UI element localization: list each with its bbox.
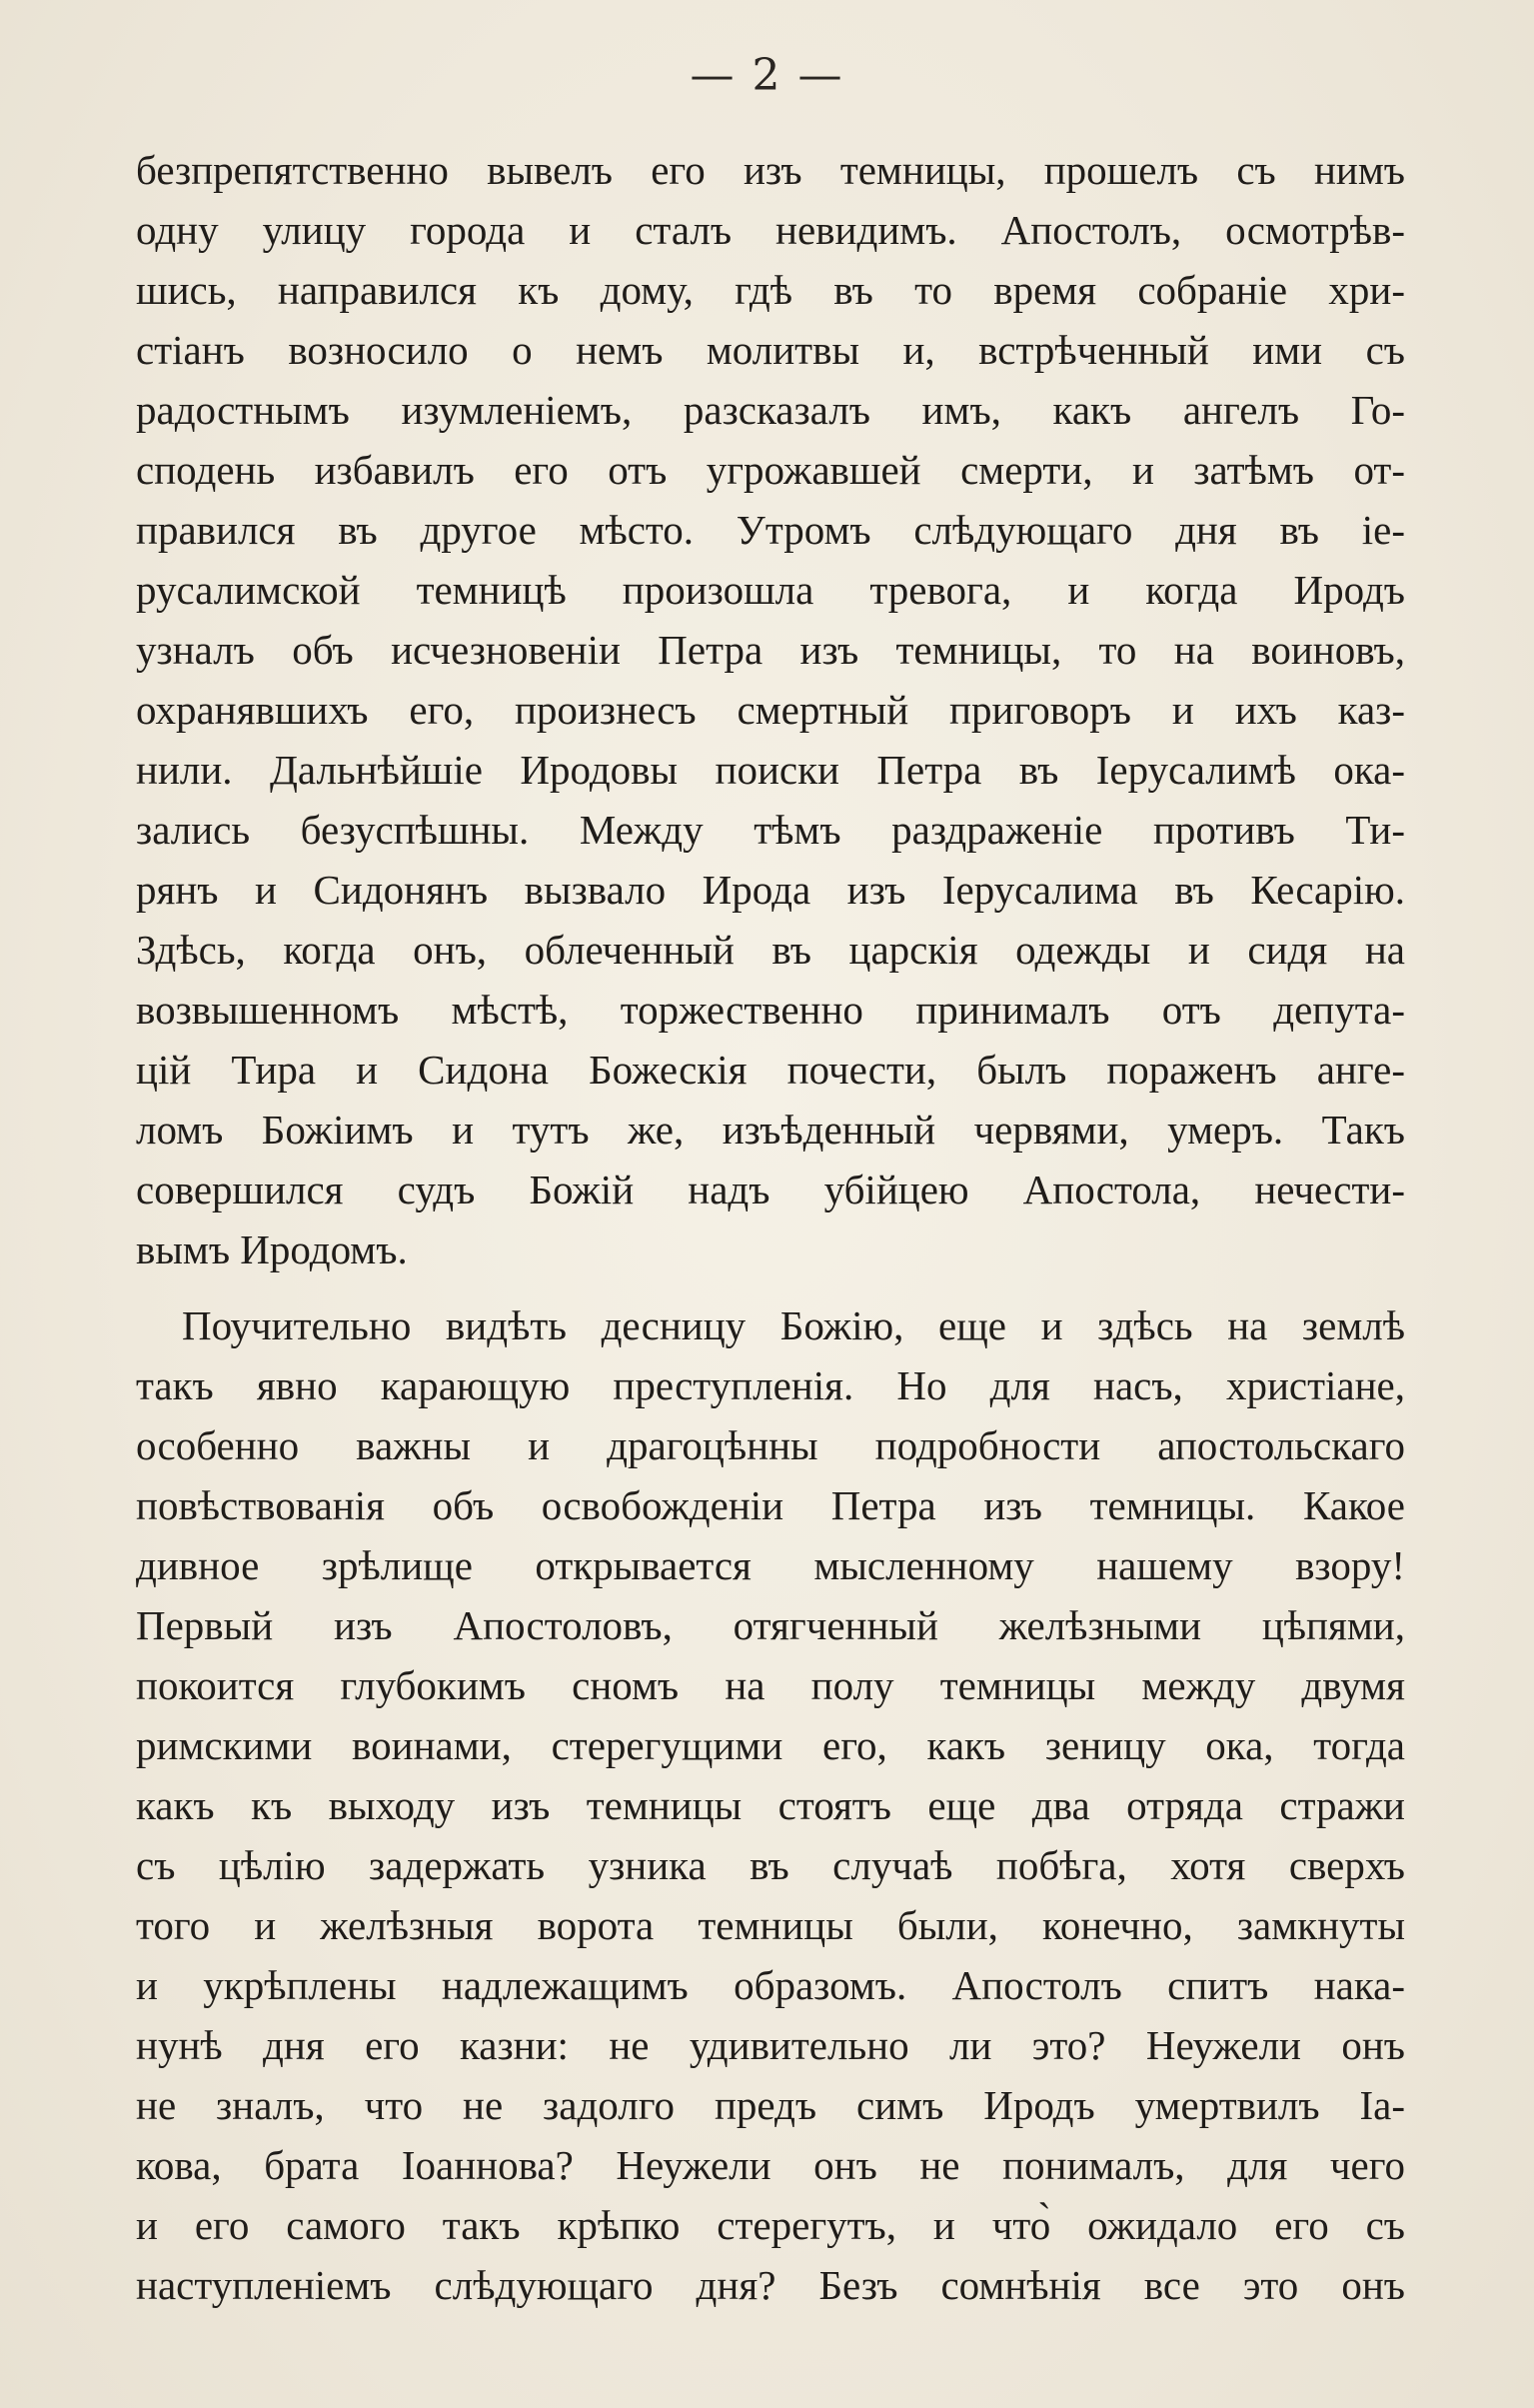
text-line: кова, брата Іоаннова? Неужели онъ не понималъ, для чего [136,2142,1405,2188]
text-line: одну улицу города и сталъ невидимъ. Апостолъ, осмотрѣв- [136,207,1405,253]
text-line: радостнымъ изумленіемъ, разсказалъ имъ, какъ ангелъ Го- [136,387,1405,433]
text-line: сподень избавилъ его отъ угрожавшей смерти, и затѣмъ от- [136,447,1405,493]
page-number: — 2 — [690,50,844,101]
text-line: и укрѣплены надлежащимъ образомъ. Апостолъ спитъ нака- [136,1962,1405,2008]
body-text [136,140,1405,2315]
text-line: русалимской темницѣ произошла тревога, и когда Иродъ [136,567,1405,613]
text-line: Поучительно видѣть десницу Божію, еще и здѣсь на землѣ [182,1302,1405,1348]
text-line: вымъ Иродомъ. [136,1226,408,1272]
text-line: съ цѣлію задержать узника въ случаѣ побѣга, хотя сверхъ [136,1842,1405,1888]
text-line: нили. Дальнѣйшіе Иродовы поиски Петра въ Іерусалимѣ ока- [136,747,1405,793]
text-line: рянъ и Сидонянъ вызвало Ирода изъ Іерусалима въ Кесарію. [136,867,1405,913]
text-line: дивное зрѣлище открывается мысленному нашему взору! [136,1542,1405,1588]
text-line: не зналъ, что не задолго предъ симъ Иродъ умертвилъ Іа- [136,2082,1405,2128]
text-line: и его самого такъ крѣпко стерегутъ, и что̀ ожидало его съ [136,2202,1405,2248]
text-line: цій Тира и Сидона Божескія почести, былъ пораженъ анге- [136,1047,1405,1093]
text-line: особенно важны и драгоцѣнны подробности апостольскаго [136,1422,1405,1468]
text-line: римскими воинами, стерегущими его, какъ зеницу ока, тогда [136,1722,1405,1768]
text-line: безпрепятственно вывелъ его изъ темницы, прошелъ съ нимъ [136,147,1405,193]
text-line: стіанъ возносило о немъ молитвы и, встрѣченный ими съ [136,327,1405,373]
text-line: возвышенномъ мѣстѣ, торжественно принималъ отъ депута- [136,987,1405,1033]
paragraph-1 [136,140,1405,1279]
text-line: Здѣсь, когда онъ, облеченный въ царскія одежды и сидя на [136,927,1405,973]
text-line: правился въ другое мѣсто. Утромъ слѣдующаго дня въ іе- [136,507,1405,553]
text-line: Первый изъ Апостоловъ, отягченный желѣзными цѣпями, [136,1602,1405,1648]
text-line: нунѣ дня его казни: не удивительно ли это? Неужели онъ [136,2022,1405,2068]
text-line: какъ къ выходу изъ темницы стоятъ еще два отряда стражи [136,1782,1405,1828]
text-line: охранявшихъ его, произнесъ смертный приговоръ и ихъ каз- [136,687,1405,733]
text-line: узналъ объ исчезновеніи Петра изъ темницы, то на воиновъ, [136,627,1405,673]
text-line: шись, направился къ дому, гдѣ въ то время собраніе хри- [136,267,1405,313]
text-line: ломъ Божіимъ и тутъ же, изъѣденный червями, умеръ. Такъ [136,1107,1405,1153]
text-line: такъ явно карающую преступленія. Но для насъ, христіане, [136,1362,1405,1408]
paragraph-2 [136,1295,1405,2315]
text-line: покоится глубокимъ сномъ на полу темницы между двумя [136,1662,1405,1708]
paragraph-gap [136,1279,1405,1295]
text-line: совершился судъ Божій надъ убійцею Апостола, нечести- [136,1167,1405,1212]
text-line: зались безуспѣшны. Между тѣмъ раздраженіе противъ Ти- [136,807,1405,853]
text-line: того и желѣзныя ворота темницы были, конечно, замкнуты [136,1902,1405,1948]
text-line: повѣствованія объ освобожденіи Петра изъ темницы. Какое [136,1482,1405,1528]
text-line: наступленіемъ слѣдующаго дня? Безъ сомнѣнія все это онъ [136,2262,1405,2308]
